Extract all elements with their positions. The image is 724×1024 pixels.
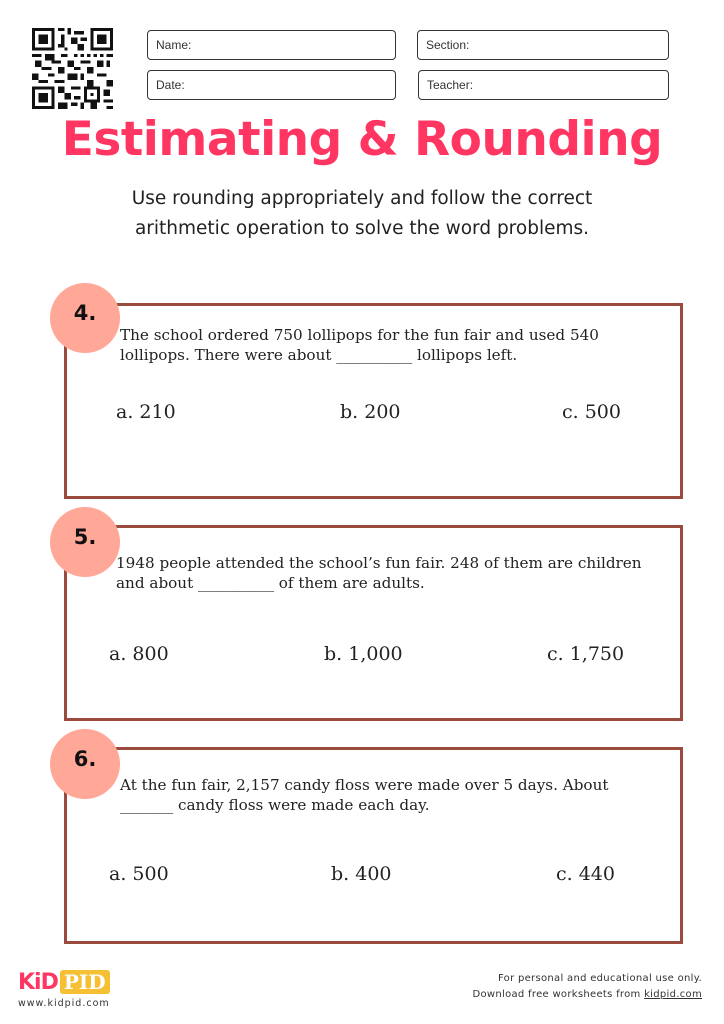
instructions-line-1: Use rounding appropriately and follow the correct — [131, 188, 593, 209]
option-c-4[interactable]: c. 500 — [562, 401, 621, 423]
instructions-line-2: arithmetic operation to solve the word problems. — [134, 218, 590, 239]
logo-kid-text: KiD — [18, 970, 58, 995]
question-number-badge-4: 4. — [50, 283, 120, 353]
option-c-6[interactable]: c. 440 — [556, 863, 615, 885]
logo-url: www.kidpid.com — [18, 998, 110, 1009]
kidpid-link[interactable]: kidpid.com — [644, 989, 702, 1000]
footer-note-prefix: Download free worksheets from — [472, 989, 645, 1000]
teacher-field[interactable] — [418, 70, 669, 100]
option-b-6[interactable]: b. 400 — [331, 863, 392, 885]
date-field[interactable] — [147, 70, 396, 100]
teacher-label: Teacher: — [427, 78, 474, 92]
question-text-6 — [120, 775, 608, 815]
name-label: Name: — [156, 38, 192, 52]
qr-code-icon — [32, 28, 113, 109]
instructions — [0, 184, 724, 244]
question-4-line-1: The school ordered 750 lollipops for the fun fair and used 540 — [120, 326, 599, 344]
option-a-5[interactable]: a. 800 — [109, 643, 169, 665]
kidpid-logo — [18, 970, 110, 994]
question-text-5 — [116, 553, 642, 593]
question-text-4 — [120, 325, 599, 365]
footer-note-line-2 — [472, 989, 702, 1000]
footer-note-line-1: For personal and educational use only. — [497, 973, 702, 984]
name-field[interactable] — [147, 30, 396, 60]
question-number-badge-5: 5. — [50, 507, 120, 577]
question-number-badge-6: 6. — [50, 729, 120, 799]
logo-pid-text: PID — [60, 970, 110, 994]
date-label: Date: — [156, 78, 185, 92]
question-4-line-2: lollipops. There were about __________ lollipops left. — [120, 346, 518, 364]
question-5-line-2: and about __________ of them are adults. — [116, 574, 425, 592]
option-b-4[interactable]: b. 200 — [340, 401, 401, 423]
option-a-4[interactable]: a. 210 — [116, 401, 176, 423]
option-a-6[interactable]: a. 500 — [109, 863, 169, 885]
section-label: Section: — [426, 38, 470, 52]
question-6-line-1: At the fun fair, 2,157 candy floss were made over 5 days. About — [120, 776, 609, 794]
question-5-line-1: 1948 people attended the school’s fun fair. 248 of them are children — [116, 554, 642, 572]
page-title: Estimating & Rounding — [61, 112, 663, 167]
section-field[interactable] — [417, 30, 669, 60]
question-6-line-2: _______ candy floss were made each day. — [120, 796, 430, 814]
option-b-5[interactable]: b. 1,000 — [324, 643, 403, 665]
option-c-5[interactable]: c. 1,750 — [547, 643, 625, 665]
